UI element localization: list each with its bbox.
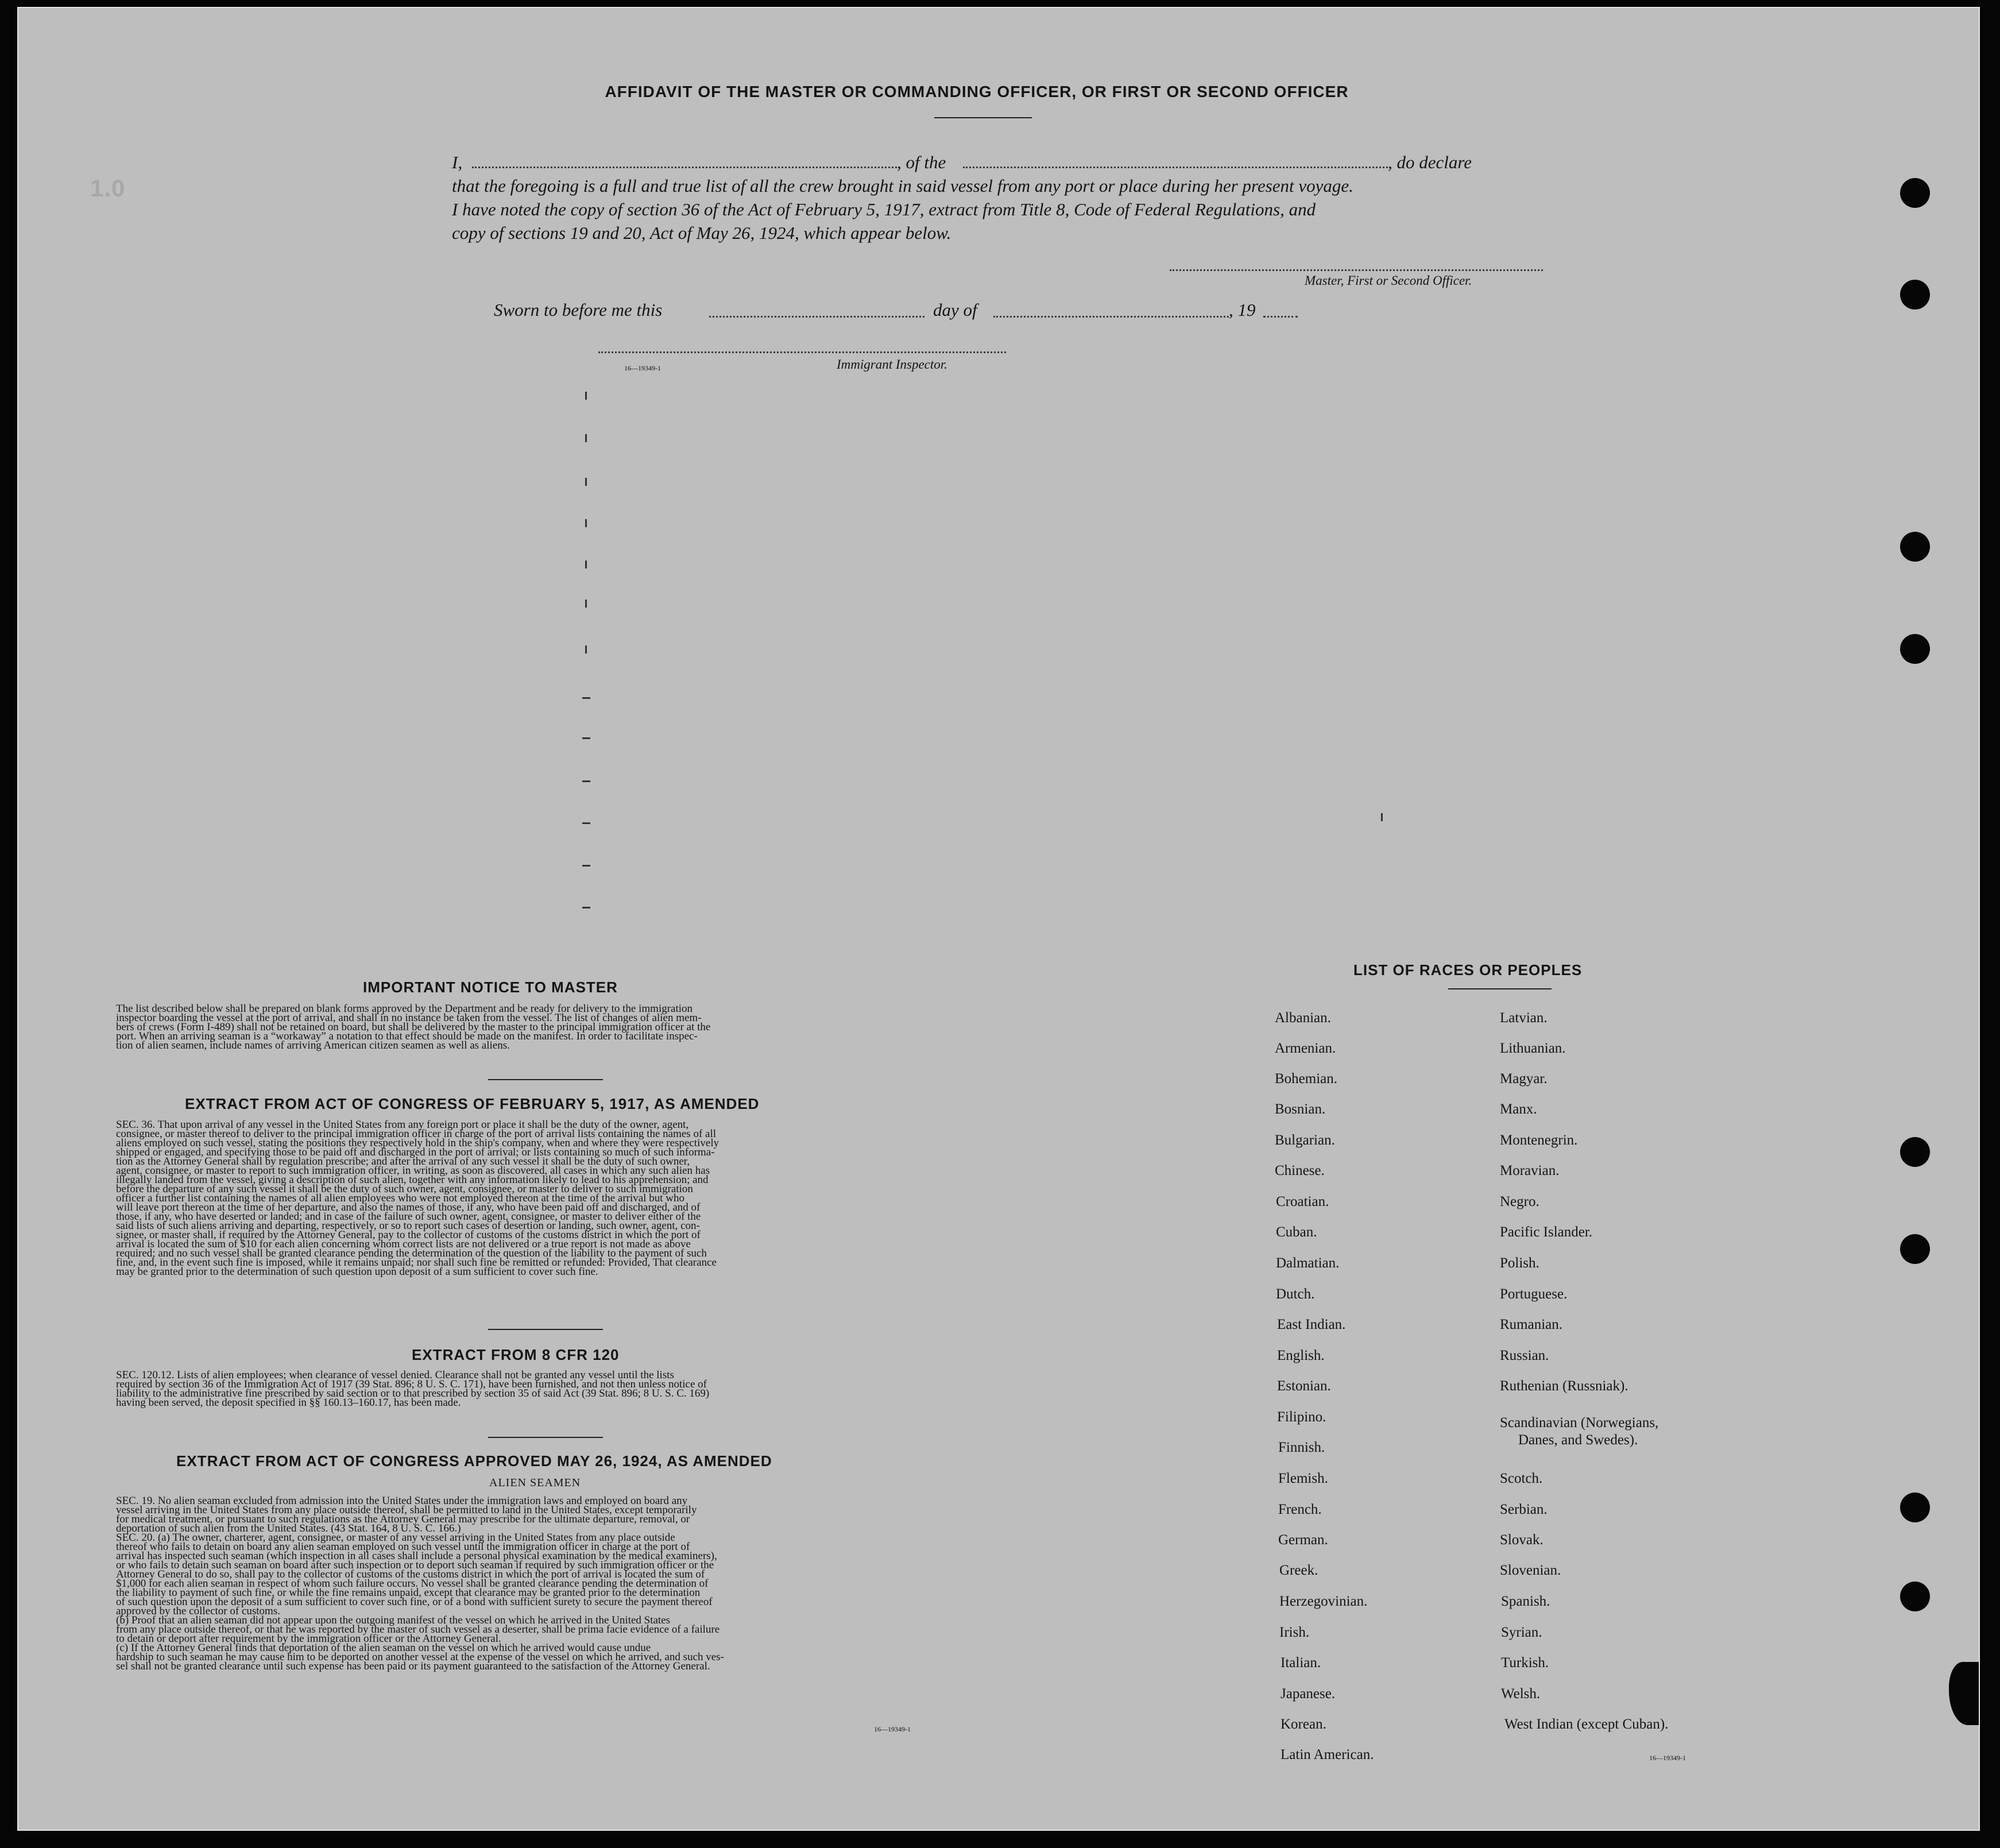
races-rule [1448, 988, 1552, 989]
faint-mark [582, 865, 590, 867]
punch-hole [1900, 178, 1930, 208]
extract-line: SEC. 20. (a) The owner, charterer, agent, consignee, or master of any vessel arriving in the United States from any place outside [116, 1532, 675, 1544]
extract-line: before the departure of any such vessel it shall be the duty of such owner, agent, consignee, or master to deliver to such immigration [116, 1183, 693, 1195]
extract-line: arrival is located the sum of $10 for each alien concerning whom correct lists are not delivered or a true report is not made as above [116, 1238, 691, 1250]
race-item: Croatian. [1276, 1194, 1329, 1209]
extract-line: for medical treatment, or pursuant to such regulations as the Attorney General may prescribe for the ultimate departure, removal, or [116, 1513, 690, 1525]
declaration-of-the: , of the [897, 152, 946, 172]
faint-mark [582, 780, 590, 782]
race-item: English. [1277, 1348, 1325, 1363]
race-item: Flemish. [1278, 1471, 1328, 1486]
race-item: Rumanian. [1500, 1317, 1563, 1332]
title-rule [934, 117, 1032, 118]
race-item: Greek. [1279, 1563, 1318, 1578]
punch-hole [1900, 1493, 1930, 1522]
race-item: Magyar. [1500, 1071, 1548, 1087]
race-item: Albanian. [1275, 1010, 1331, 1026]
race-item: Dutch. [1276, 1286, 1315, 1302]
day-of-label: day of [933, 300, 977, 320]
extract-line: may be granted prior to the determination of such question upon deposit of a sum sufficient to cover such fine. [116, 1266, 598, 1278]
sworn-label: Sworn to before me this [494, 300, 663, 320]
race-item: Spanish. [1501, 1594, 1550, 1609]
extract-line: aliens employed on such vessel, stating the positions they respectively hold in the ship's company, when and where they were respectively [116, 1137, 719, 1149]
master-caption: Master, First or Second Officer. [1305, 273, 1472, 288]
race-item: Dalmatian. [1276, 1255, 1340, 1271]
year-label: , 19 [1229, 300, 1256, 320]
extract-line: to detain or deport after requirement by the immigration officer or the Attorney General. [116, 1633, 501, 1645]
faint-mark [585, 392, 587, 400]
race-item: Manx. [1500, 1101, 1537, 1117]
declaration-i: I, [452, 152, 463, 172]
faint-mark [585, 560, 587, 569]
section-rule [488, 1437, 603, 1438]
name-field[interactable] [472, 167, 897, 168]
race-item: Slovak. [1500, 1532, 1543, 1548]
faint-mark [585, 645, 587, 654]
declaration-line-4: copy of sections 19 and 20, Act of May 26, 1924, which appear below. [452, 223, 951, 243]
races-title: LIST OF RACES OR PEOPLES [1353, 961, 1583, 979]
race-item: Armenian. [1275, 1041, 1336, 1056]
extract-line: will leave port thereon at the time of her departure, and also the names of those, if any, who have been paid off and discharged, and of [116, 1201, 701, 1213]
extract-line: illegally landed from the vessel, giving a description of such alien, together with any information likely to lead to his apprehension; and [116, 1174, 709, 1186]
extract-line: (c) If the Attorney General finds that deportation of the alien seaman on the vessel on which he arrived would cause undue [116, 1642, 651, 1654]
faint-mark [585, 434, 587, 442]
race-item: Portuguese. [1500, 1286, 1568, 1302]
extract-1917-title: EXTRACT FROM ACT OF CONGRESS OF FEBRUARY 5, 1917, AS AMENDED [185, 1095, 760, 1112]
race-item: Herzegovinian. [1279, 1594, 1368, 1609]
extract-line: liability to the administrative fine prescribed by said section or to that prescribed by section 35 of said Act (39 Stat. 896; 8 U. S. C. 169) [116, 1387, 710, 1399]
race-item: Ruthenian (Russniak). [1500, 1378, 1628, 1394]
extract-line: shipped or engaged, and specifying those to be paid off and discharged in the port of arrival; or lists containing so much of such informa- [116, 1146, 715, 1158]
extract-line: approved by the collector of customs. [116, 1605, 280, 1617]
notice-line: bers of crews (Form I-489) shall not be retained on board, but shall be delivered by the master to the principal immigration officer at the [116, 1021, 711, 1033]
faint-mark [1381, 813, 1383, 821]
race-item: Latin American. [1281, 1747, 1374, 1762]
extract-line: (b) Proof that an alien seaman did not appear upon the outgoing manifest of the vessel on which he arrived in the United States [116, 1614, 671, 1626]
extract-line: having been served, the deposit specified in §§ 160.13–160.17, has been made. [116, 1397, 461, 1409]
faint-mark [582, 697, 590, 699]
race-item: Slovenian. [1500, 1563, 1561, 1578]
sworn-day-field[interactable] [709, 316, 924, 318]
faint-mark [582, 907, 590, 908]
affidavit-form-number: 16—19349-1 [624, 364, 661, 372]
faint-mark [585, 600, 587, 608]
race-item: Japanese. [1281, 1686, 1336, 1702]
faint-mark [582, 737, 590, 739]
race-item: Negro. [1500, 1194, 1539, 1209]
extract-line: consignee, or master thereof to deliver to the principal immigration officer in charge of the port of arrival lists containing the names of all [116, 1128, 717, 1140]
extract-line: signee, or master shall, if required by the Attorney General, pay to the collector of customs of the customs district in which the port of [116, 1229, 701, 1241]
race-item: Estonian. [1277, 1378, 1331, 1394]
extract-line: SEC. 120.12. Lists of alien employees; when clearance of vessel denied. Clearance shall not be granted any vessel until the lists [116, 1369, 674, 1381]
extract-line: those, if any, who have deserted or landed; and in case of the failure of such owner, agent, consignee, or master to deliver either of the [116, 1211, 701, 1223]
punch-hole [1900, 532, 1930, 562]
faint-mark [585, 519, 587, 527]
race-item: Korean. [1281, 1716, 1326, 1732]
extract-line: hardship to such seaman he may cause him to be deported on another vessel at the expense of the vessel on which he arrived, and such ves- [116, 1651, 724, 1663]
sworn-line [494, 300, 1298, 323]
race-item: German. [1278, 1532, 1328, 1548]
race-item: Polish. [1500, 1255, 1539, 1271]
extract-line: said lists of such aliens arriving and departing, respectively, or so to report such cases of desertion or landing, such owner, agent, con- [116, 1220, 700, 1232]
race-item: Bulgarian. [1275, 1132, 1335, 1148]
race-item: Bohemian. [1275, 1071, 1338, 1087]
extract-line: or who fails to detain such seaman on board after such inspection or to deport such seaman if required by such immigration officer or the [116, 1559, 714, 1571]
extract-1917-body [116, 1120, 954, 1277]
extract-line: required by section 36 of the Immigration Act of 1917 (39 Stat. 896; 8 U. S. C. 171), have been furnished, and not then unless notice of [116, 1378, 707, 1390]
extract-line: $1,000 for each alien seaman in respect of whom such failure occurs. No vessel shall be granted clearance pending the determination of [116, 1578, 709, 1590]
extract-line: Attorney General to do so, shall pay to the collector of customs of the customs district in which the port of arrival is located the sum of [116, 1568, 705, 1580]
race-item: Scandinavian (Norwegians, [1500, 1415, 1659, 1431]
declaration [452, 150, 1543, 245]
form-page [17, 7, 1980, 1831]
race-item: West Indian (except Cuban). [1504, 1716, 1669, 1732]
punch-hole [1900, 1234, 1930, 1264]
declaration-line-3: I have noted the copy of section 36 of the Act of February 5, 1917, extract from Title 8, Code of Federal Regulations, and [452, 199, 1316, 219]
notice-line: tion of alien seamen, include names of arriving American citizen seamen as well as aliens. [116, 1039, 510, 1051]
race-item: East Indian. [1277, 1317, 1346, 1332]
extract-1924-subtitle: ALIEN SEAMEN [489, 1476, 581, 1489]
race-item: Finnish. [1278, 1440, 1325, 1455]
master-signature-line[interactable] [1170, 269, 1543, 271]
extract-line: the liability to payment of such fine, or while the fine remains unpaid, except that clearance may be granted prior to the determination [116, 1587, 701, 1599]
faint-mark [582, 822, 590, 824]
race-item: Turkish. [1501, 1655, 1549, 1671]
punch-hole [1900, 280, 1930, 310]
sworn-month-field[interactable] [993, 316, 1229, 318]
notice-line: inspector boarding the vessel at the port of arrival, and shall in no instance be taken from the vessel. The list of changes of alien mem- [116, 1012, 702, 1024]
race-item: Serbian. [1500, 1502, 1548, 1517]
extract-line: tion as the Attorney General shall by regulation prescribe; and after the arrival of any such vessel it shall be the duty of such owner, [116, 1155, 690, 1167]
race-item: Lithuanian. [1500, 1041, 1566, 1056]
notice-title: IMPORTANT NOTICE TO MASTER [363, 979, 618, 996]
extract-line: fine, and, in the event such fine is imposed, while it remains unpaid; nor shall such fine be remitted or refunded: Provided, That clearance [116, 1257, 717, 1269]
race-item: Montenegrin. [1500, 1132, 1578, 1148]
affidavit-title: AFFIDAVIT OF THE MASTER OR COMMANDING OFFICER, OR FIRST OR SECOND OFFICER [605, 83, 1349, 100]
extract-line: thereof who fails to detain on board any alien seaman employed on such vessel until the immigration officer in charge at the port of [116, 1541, 690, 1553]
extract-line: of such question upon the deposit of a sum sufficient to cover such fine, or of a bond with sufficient surety to secure the payment thereof [116, 1596, 713, 1608]
torn-edge [1949, 1662, 1980, 1725]
race-item: Filipino. [1277, 1409, 1326, 1425]
extract-line: required; and no such vessel shall be granted clearance pending the determination of the question of the liability to the payment of such [116, 1247, 707, 1259]
race-item: Danes, and Swedes). [1518, 1432, 1638, 1448]
race-item: Russian. [1500, 1348, 1549, 1363]
declaration-line-2: that the foregoing is a full and true list of all the crew brought in said vessel from any port or place during her present voyage. [452, 176, 1353, 196]
section-rule [488, 1079, 603, 1080]
races-form-number: 16—19349-1 [1649, 1754, 1686, 1762]
notice-line: port. When an arriving seaman is a “workaway” a notation to that effect should be made on the manifest. In order to facilitate inspec- [116, 1030, 698, 1042]
extract-1924-title: EXTRACT FROM ACT OF CONGRESS APPROVED MAY 26, 1924, AS AMENDED [176, 1452, 772, 1470]
vessel-field[interactable] [963, 167, 1388, 168]
extract-line: officer a further list containing the names of all alien employees who were not employed thereon at the time of the arrival but who [116, 1192, 684, 1204]
extract-line: agent, consignee, or master to report to such immigration officer, in writing, as soon as discovered, all cases in which any such alien has [116, 1165, 710, 1177]
extract-line: sel shall not be granted clearance until such expense has been paid or its payment guaranteed to the satisfaction of the Attorney General. [116, 1660, 710, 1672]
extract-line: vessel arriving in the United States from any place outside thereof, shall be permitted to land in the United States, except temporarily [116, 1504, 697, 1516]
extract-form-number: 16—19349-1 [874, 1725, 911, 1733]
race-item: Italian. [1281, 1655, 1321, 1671]
extract-line: deportation of such alien from the United States. (43 Stat. 164, 8 U. S. C. 166.) [116, 1522, 461, 1534]
extract-line: SEC. 36. That upon arrival of any vessel in the United States from any foreign port or place it shall be the duty of the owner, agent, [116, 1119, 689, 1131]
declaration-do-declare: , do declare [1388, 152, 1472, 172]
punch-hole [1900, 1137, 1930, 1167]
inspector-caption: Immigrant Inspector. [837, 357, 947, 372]
extract-line: arrival has inspected such seaman (which inspection in all cases shall include a personal physical examination by the medical examiners), [116, 1550, 717, 1562]
extract-cfr-title: EXTRACT FROM 8 CFR 120 [412, 1346, 620, 1363]
inspector-signature-line[interactable] [598, 351, 1006, 353]
section-rule [488, 1329, 603, 1330]
race-item: Pacific Islander. [1500, 1224, 1593, 1240]
faint-margin-number: 1.0 [90, 175, 126, 202]
punch-hole [1900, 634, 1930, 664]
faint-mark [585, 478, 587, 486]
race-item: Latvian. [1500, 1010, 1548, 1026]
race-item: Scotch. [1500, 1471, 1543, 1486]
punch-hole [1900, 1582, 1930, 1611]
notice-body [116, 1004, 954, 1050]
race-item: Cuban. [1276, 1224, 1317, 1240]
extract-line: SEC. 19. No alien seaman excluded from admission into the United States under the immigration laws and employed on board any [116, 1495, 688, 1507]
race-item: Irish. [1279, 1625, 1310, 1640]
race-item: Chinese. [1275, 1163, 1325, 1178]
notice-line: The list described below shall be prepared on blank forms approved by the Department and be ready for delivery to the immigration [116, 1003, 693, 1015]
race-item: French. [1278, 1502, 1322, 1517]
extract-line: from any place outside thereof, or that he was reported by the master of such vessel as a deserter, shall be prima facie evidence of a failure [116, 1623, 720, 1636]
race-item: Syrian. [1501, 1625, 1542, 1640]
race-item: Welsh. [1501, 1686, 1541, 1702]
race-item: Bosnian. [1275, 1101, 1326, 1117]
sworn-year-field[interactable] [1263, 316, 1298, 318]
extract-1924-body [116, 1497, 954, 1671]
race-item: Moravian. [1500, 1163, 1560, 1178]
extract-cfr-body [116, 1371, 954, 1408]
